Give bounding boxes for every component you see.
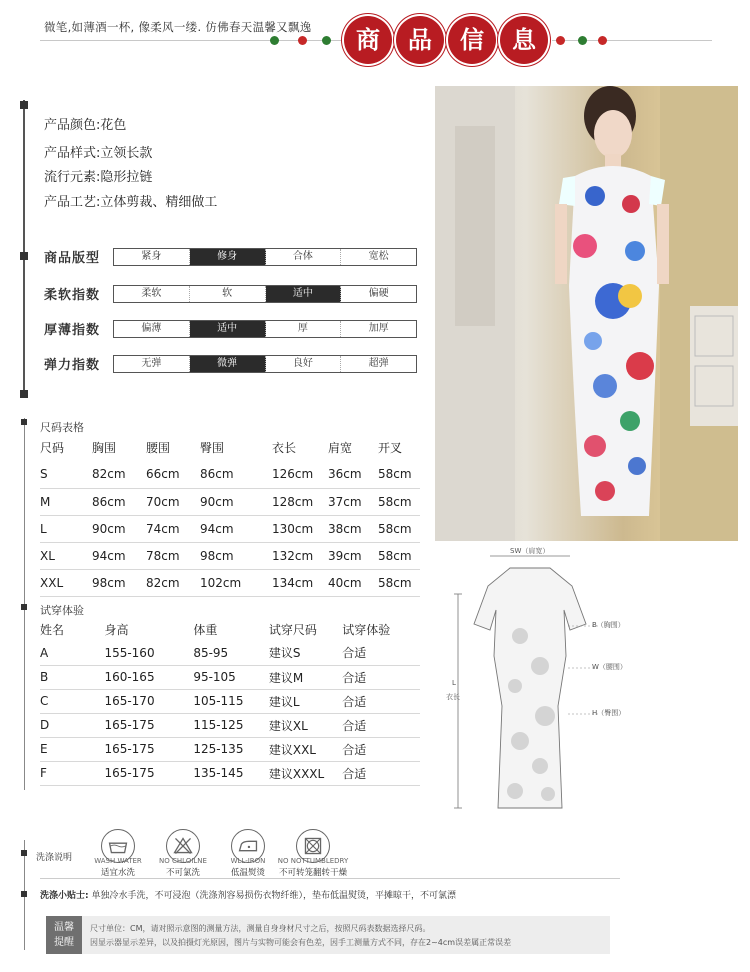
title-char: 息 xyxy=(500,16,548,64)
table-cell: 90cm xyxy=(200,488,272,515)
rail-marker xyxy=(20,252,28,260)
product-photo xyxy=(435,86,738,541)
table-cell: 94cm xyxy=(92,542,146,569)
table-cell: 82cm xyxy=(146,569,200,596)
table-row xyxy=(40,488,420,515)
table-cell: 160-165 xyxy=(104,665,193,689)
table-cell: 39cm xyxy=(328,542,378,569)
rating-option: 适中 xyxy=(190,321,266,337)
table-cell: 82cm xyxy=(92,461,146,488)
trial-table-title: 试穿体验 xyxy=(40,604,84,617)
table-cell: 132cm xyxy=(272,542,328,569)
table-cell: 98cm xyxy=(92,569,146,596)
table-cell: 建议XXL xyxy=(269,737,342,761)
table-cell: 78cm xyxy=(146,542,200,569)
rating-bar xyxy=(113,320,417,338)
title-char: 品 xyxy=(396,16,444,64)
table-cell: 128cm xyxy=(272,488,328,515)
table-cell: 94cm xyxy=(200,515,272,542)
rating-option: 软 xyxy=(190,286,266,302)
table-cell: F xyxy=(40,761,104,785)
rail-marker xyxy=(21,419,27,425)
table-cell: 102cm xyxy=(200,569,272,596)
table-row xyxy=(40,737,420,761)
table-header-cell: 肩宽 xyxy=(328,441,353,455)
table-cell: 74cm xyxy=(146,515,200,542)
rating-option: 偏硬 xyxy=(368,288,389,299)
header-dot xyxy=(578,36,587,45)
table-row xyxy=(40,569,420,596)
divider xyxy=(40,878,620,879)
hip-label: H（臀围） xyxy=(592,709,626,717)
table-cell: 合适 xyxy=(342,689,420,713)
header-tagline: 微笔,如薄酒一杯, 像柔风一缕. 仿佛春天温馨又飘逸 xyxy=(44,20,312,34)
table-cell: XXL xyxy=(40,569,92,596)
header-dot xyxy=(322,36,331,45)
attr-element: 流行元素:隐形拉链 xyxy=(44,170,153,185)
table-cell: 建议XL xyxy=(269,713,342,737)
table-row xyxy=(40,461,420,488)
header-dot xyxy=(556,36,565,45)
size-table xyxy=(40,434,420,597)
wash-tip-label: 洗涤小贴士: xyxy=(40,891,89,901)
rating-label: 厚薄指数 xyxy=(44,323,101,338)
table-cell: 58cm xyxy=(378,488,420,515)
table-cell: 58cm xyxy=(378,569,420,596)
table-cell: 130cm xyxy=(272,515,328,542)
table-header-cell: 姓名 xyxy=(40,622,65,637)
table-cell: 合适 xyxy=(342,713,420,737)
table-cell: 134cm xyxy=(272,569,328,596)
rating-option: 良好 xyxy=(266,356,342,372)
table-cell: 58cm xyxy=(378,461,420,488)
reminder-tag-line: 温馨 xyxy=(54,922,74,933)
table-row xyxy=(40,689,420,713)
table-row xyxy=(40,515,420,542)
care-caption-cn: 低温熨烫 xyxy=(230,868,265,878)
rail-marker xyxy=(20,390,28,398)
table-cell: 165-175 xyxy=(104,737,193,761)
rail-marker xyxy=(21,604,27,610)
table-cell: 合适 xyxy=(342,665,420,689)
table-cell: A xyxy=(40,641,104,665)
title-char: 商 xyxy=(344,16,392,64)
table-cell: 66cm xyxy=(146,461,200,488)
size-table-title: 尺码表格 xyxy=(40,421,84,434)
rating-label: 弹力指数 xyxy=(44,358,101,373)
table-header-cell: 尺码 xyxy=(40,441,65,455)
table-cell: 86cm xyxy=(200,461,272,488)
table-cell: 155-160 xyxy=(104,641,193,665)
care-caption-cn: 适宜水洗 xyxy=(100,868,135,878)
waist-label: W（腰围） xyxy=(592,663,627,671)
rating-option: 合体 xyxy=(266,249,342,265)
table-header-cell: 臀围 xyxy=(200,441,225,455)
rail-marker xyxy=(21,891,27,897)
rail-marker xyxy=(20,101,28,109)
table-cell: 125-135 xyxy=(193,737,269,761)
table-cell: 95-105 xyxy=(193,665,269,689)
table-cell: C xyxy=(40,689,104,713)
header-dot xyxy=(298,36,307,45)
care-caption: NO CHLOILNE xyxy=(159,857,207,865)
attr-style: 产品样式:立领长款 xyxy=(44,146,153,161)
header-dot xyxy=(270,36,279,45)
reminder-tag xyxy=(46,916,82,954)
table-cell: 58cm xyxy=(378,515,420,542)
table-cell: 135-145 xyxy=(193,761,269,785)
attr-craft: 产品工艺:立体剪裁、精细做工 xyxy=(44,195,218,210)
timeline-rail xyxy=(23,100,25,396)
table-cell: B xyxy=(40,665,104,689)
table-cell: 115-125 xyxy=(193,713,269,737)
table-cell: 86cm xyxy=(92,488,146,515)
table-header-row xyxy=(40,617,420,641)
rating-label: 商品版型 xyxy=(44,251,101,266)
table-row xyxy=(40,641,420,665)
header-divider-left xyxy=(40,40,342,41)
table-row xyxy=(40,761,420,785)
model-image xyxy=(435,86,738,541)
care-caption: NO NOTTUMBLEDRY xyxy=(277,857,349,865)
table-cell: 126cm xyxy=(272,461,328,488)
table-header-cell: 开叉 xyxy=(378,441,403,455)
table-cell: 37cm xyxy=(328,488,378,515)
table-row xyxy=(40,713,420,737)
rating-option: 宽松 xyxy=(368,251,389,262)
reminder-line: 因显示器显示差异，以及拍摄灯光原因，图片与实物可能会有色差，因手工测量方式不同，存在2~4cm误差属正常误差 xyxy=(90,938,512,947)
table-header-cell: 胸围 xyxy=(92,441,117,455)
table-cell: 90cm xyxy=(92,515,146,542)
table-cell: 98cm xyxy=(200,542,272,569)
table-cell: 58cm xyxy=(378,542,420,569)
rating-label: 柔软指数 xyxy=(44,288,101,303)
table-cell: 85-95 xyxy=(193,641,269,665)
title-char: 信 xyxy=(448,16,496,64)
care-caption: WLL-IRON xyxy=(230,857,266,865)
table-header-row xyxy=(40,434,420,461)
sw-label: SW（肩宽） xyxy=(510,547,550,555)
rating-option: 偏薄 xyxy=(114,321,190,337)
rating-option: 超弹 xyxy=(368,358,389,369)
trial-table xyxy=(40,617,420,786)
table-header-cell: 衣长 xyxy=(272,441,297,455)
header-dot xyxy=(598,36,607,45)
table-cell: 165-175 xyxy=(104,713,193,737)
rating-bar xyxy=(113,285,417,303)
table-header-cell: 试穿体验 xyxy=(342,622,391,637)
length-letter: L xyxy=(452,679,456,687)
care-caption: WASH WATER xyxy=(94,857,142,865)
table-header-cell: 身高 xyxy=(104,622,129,637)
table-row xyxy=(40,542,420,569)
table-row xyxy=(40,665,420,689)
length-label: 衣长 xyxy=(446,693,460,701)
rating-option: 加厚 xyxy=(368,323,389,334)
care-caption-cn: 不可氯洗 xyxy=(165,868,200,878)
rating-option: 修身 xyxy=(190,249,266,265)
table-cell: E xyxy=(40,737,104,761)
table-cell: 合适 xyxy=(342,737,420,761)
rating-option: 厚 xyxy=(266,321,342,337)
reminder-box xyxy=(46,916,610,954)
table-cell: 36cm xyxy=(328,461,378,488)
wash-tip-text: 单独冷水手洗，不可浸泡（洗涤剂容易损伤衣物纤维），垫布低温熨烫，平摊晾干，不可氯漂 xyxy=(91,891,456,901)
attr-color: 产品颜色:花色 xyxy=(44,118,127,133)
table-cell: 40cm xyxy=(328,569,378,596)
reminder-line: 尺寸单位：CM，请对照示意图的测量方法，测量自身身材尺寸之后，按照尺码表数据选择尺码。 xyxy=(90,924,431,933)
rating-option: 微弹 xyxy=(190,356,266,372)
table-cell: 105-115 xyxy=(193,689,269,713)
table-cell: 建议L xyxy=(269,689,342,713)
dress-outline xyxy=(440,546,630,816)
table-cell: 建议M xyxy=(269,665,342,689)
rating-bar xyxy=(113,248,417,266)
measurement-diagram xyxy=(440,546,630,816)
rating-bar xyxy=(113,355,417,373)
table-cell: 建议XXXL xyxy=(269,761,342,785)
rail-marker xyxy=(21,850,27,856)
rating-option: 无弹 xyxy=(114,356,190,372)
table-header-cell: 体重 xyxy=(193,622,218,637)
reminder-tag-line: 提醒 xyxy=(54,937,74,948)
table-cell: 38cm xyxy=(328,515,378,542)
table-cell: 165-175 xyxy=(104,761,193,785)
care-caption-cn: 不可转笼翻转干燥 xyxy=(278,868,347,878)
table-cell: XL xyxy=(40,542,92,569)
table-cell: 70cm xyxy=(146,488,200,515)
rating-option: 紧身 xyxy=(114,249,190,265)
header-divider-right xyxy=(552,40,712,41)
page-header xyxy=(0,0,750,80)
table-cell: 165-170 xyxy=(104,689,193,713)
table-cell: 合适 xyxy=(342,761,420,785)
table-header-cell: 试穿尺码 xyxy=(268,622,317,637)
table-header-cell: 腰围 xyxy=(146,441,171,455)
table-cell: S xyxy=(40,461,92,488)
rating-option: 柔软 xyxy=(114,286,190,302)
bust-label: B（胸围） xyxy=(592,621,625,629)
rating-option: 适中 xyxy=(266,286,342,302)
table-cell: D xyxy=(40,713,104,737)
wash-tip xyxy=(40,888,456,901)
table-cell: 合适 xyxy=(342,641,420,665)
care-title: 洗涤说明 xyxy=(36,853,73,863)
table-cell: L xyxy=(40,515,92,542)
table-cell: 建议S xyxy=(269,641,342,665)
table-cell: M xyxy=(40,488,92,515)
